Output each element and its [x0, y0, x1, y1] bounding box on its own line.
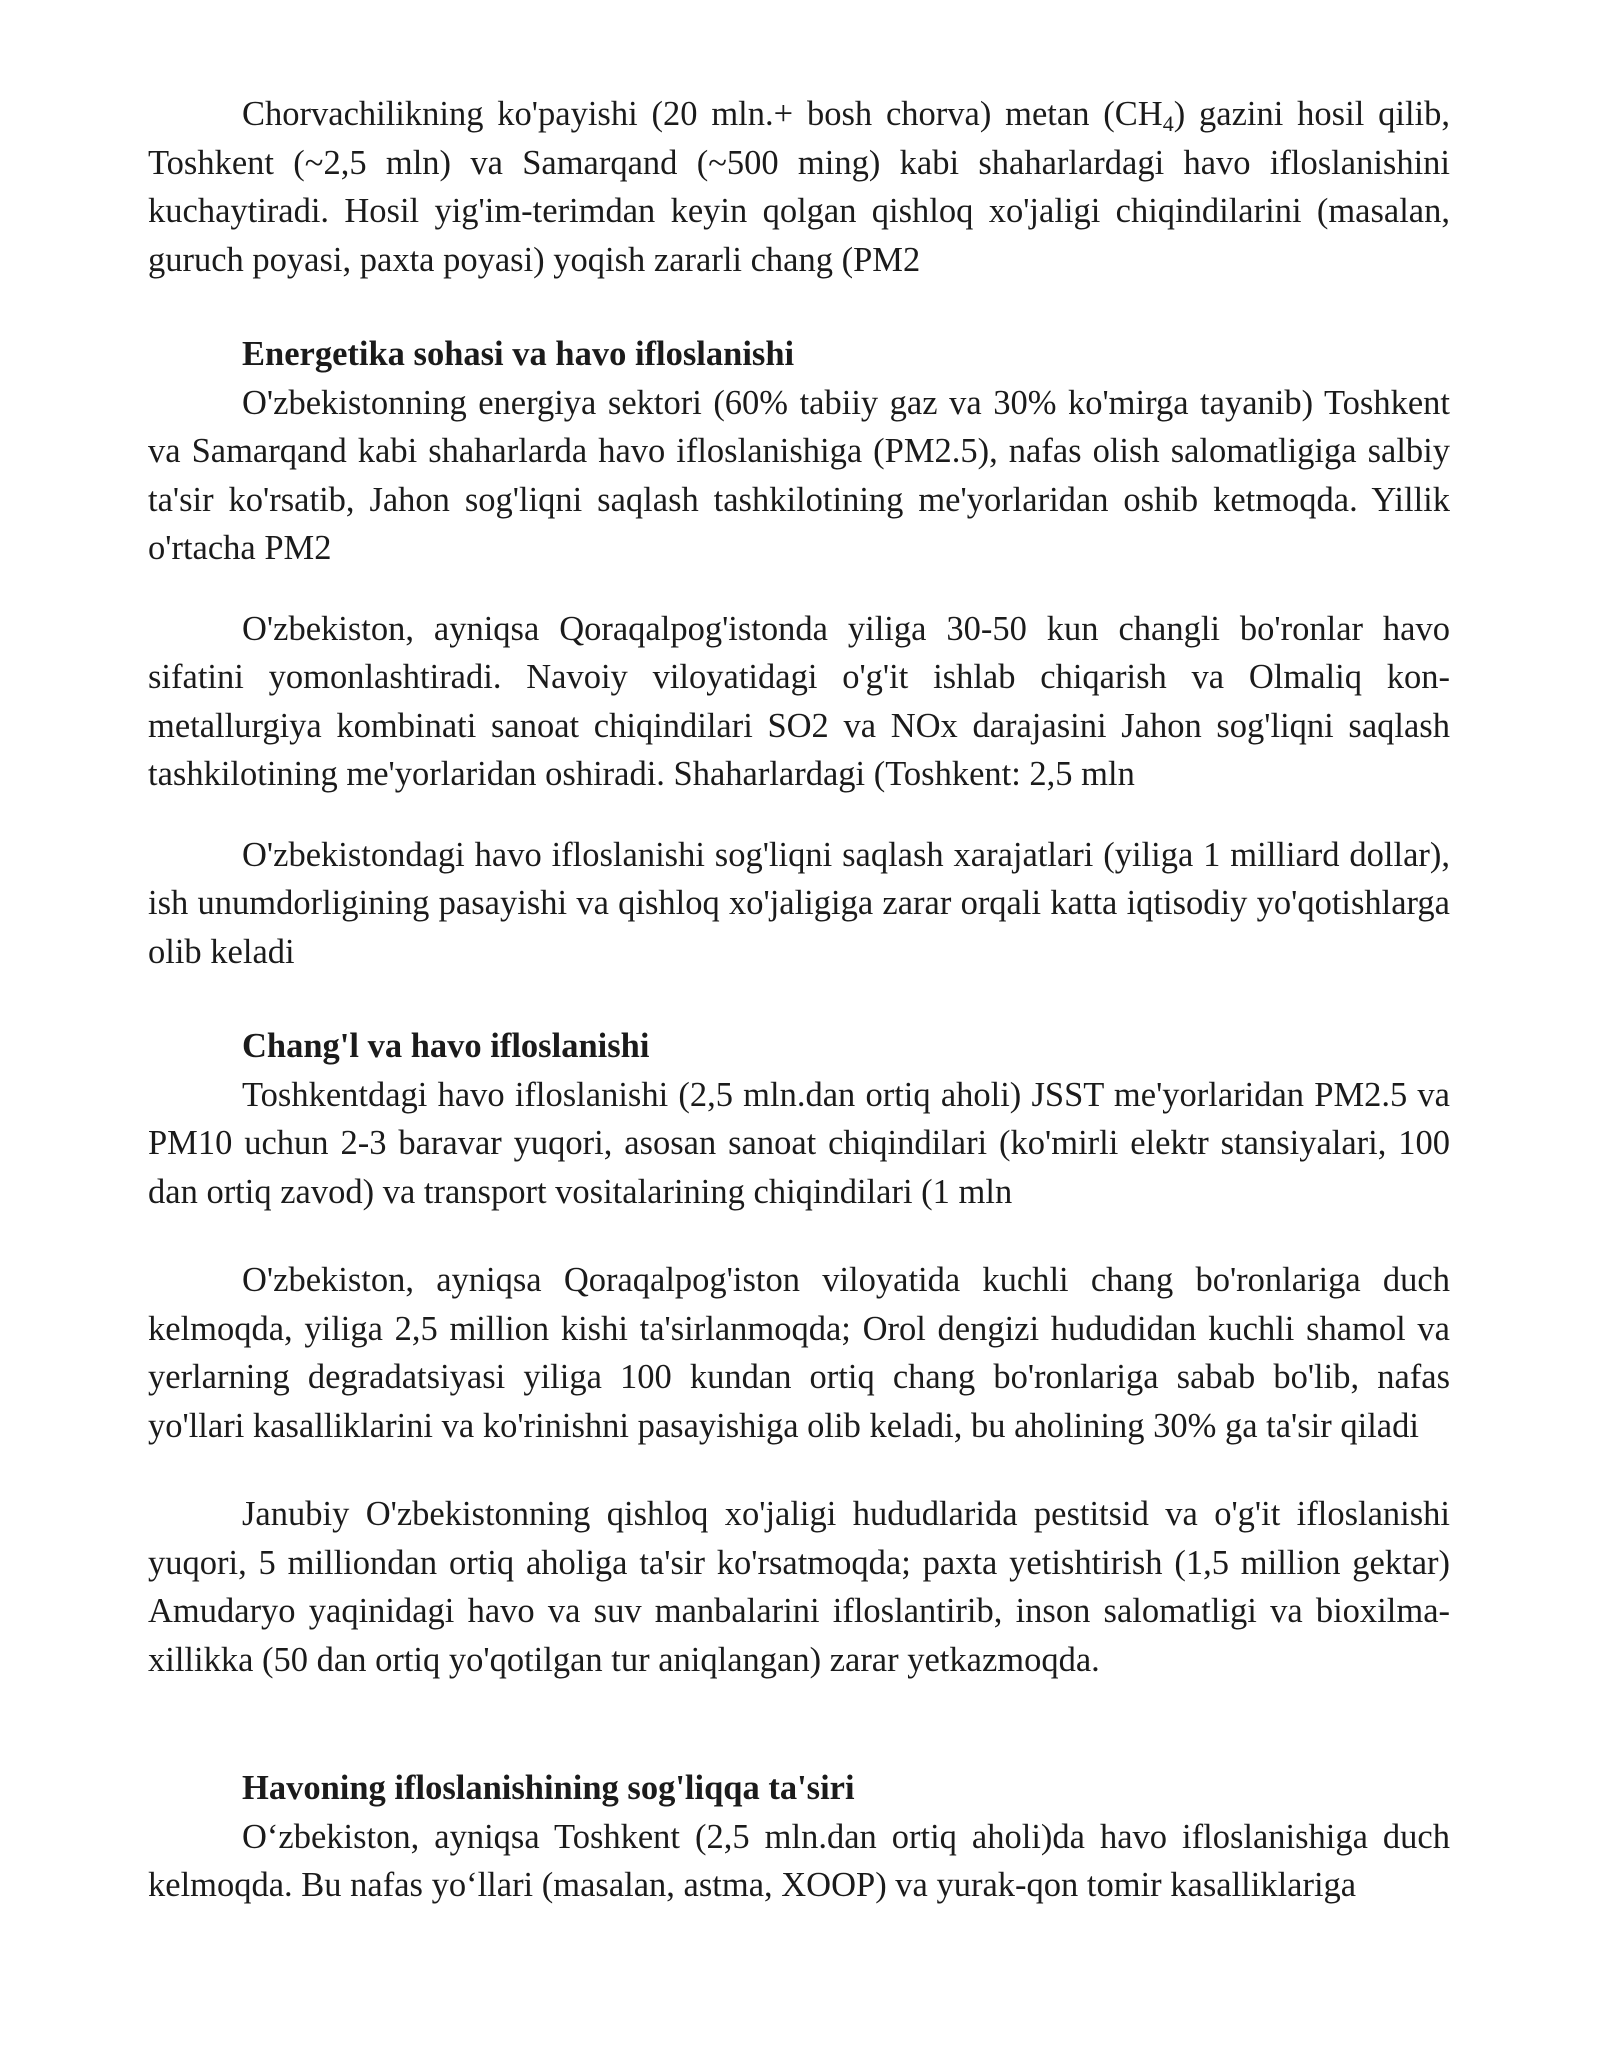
- heading-energy: Energetika sohasi va havo ifloslanishi: [242, 335, 795, 373]
- livestock-text-a: Chorvachilikning ko'payishi (20 mln.+ bosh chorva) metan (CH: [242, 95, 1163, 133]
- paragraph-tashkent-pollution: Toshkentdagi havo ifloslanishi (2,5 mln.dan ortiq aholi) JSST me'yorlaridan PM2.5 va PM10 uchun 2-3 baravar yuqori, asosan sanoat chiqindilari (ko'mirli elektr stansiyalari, 100 dan ortiq zavod) va transport vositalarining chiqindilari (1 mln: [148, 1075, 1450, 1211]
- heading-dust: Chang'l va havo ifloslanishi: [242, 1027, 650, 1065]
- paragraph-economic-cost: O'zbekistondagi havo ifloslanishi sog'liqni saqlash xarajatlari (yiliga 1 milliard dollar), ish unumdorligining pasayishi va qishloq xo'jaligiga zarar orqali katta iqtisodiy yo'qotishlarga olib keladi: [148, 835, 1450, 971]
- paragraph-health: O‘zbekiston, ayniqsa Toshkent (2,5 mln.dan ortiq aholi)da havo ifloslanishiga duch kelmoqda. Bu nafas yo‘llari (masalan, astma, XOOP) va yurak-qon tomir kasalliklariga: [148, 1817, 1450, 1904]
- paragraph-dust-storms: O'zbekiston, ayniqsa Qoraqalpog'iston viloyatida kuchli chang bo'ronlariga duch kelmoqda, yiliga 2,5 million kishi ta'sirlanmoqda; Orol dengizi hududidan kuchli shamol va yerlarning degradatsiyasi yiliga 100 kundan ortiq chang bo'ronlariga sabab bo'lib, nafas yo'llari kasalliklarini va ko'rinishni pasayishiga olib keladi, bu aholining 30% ga ta'sir qiladi: [148, 1261, 1450, 1445]
- paragraph-dust-storms-karakalpakstan: O'zbekiston, ayniqsa Qoraqalpog'istonda yiliga 30-50 kun changli bo'ronlar havo sifatini yomonlashtiradi. Navoiy viloyatidagi o'g'it ishlab chiqarish va Olmaliq kon-metallurgiya kombinati sanoat chiqindilari SO2 va NOx darajasini Jahon sog'liqni saqlash tashkilotining me'yorlaridan oshiradi. Shaharlardagi (Toshkent: 2,5 mln: [148, 609, 1450, 793]
- heading-health: Havoning ifloslanishining sog'liqqa ta'siri: [242, 1769, 855, 1807]
- livestock-text-b: ) gazini hosil qilib, Toshkent (~2,5 mln) va Samarqand (~500 ming) kabi shaharlardagi havo ifloslanishini kuchaytiradi. Hosil yig'im-terimdan keyin qolgan qishloq xo'jaligi chiqindilarini (masalan, guruch poyasi, paxta poyasi) yoqish zararli chang (PM2: [148, 95, 1451, 279]
- paragraph-southern-agriculture: Janubiy O'zbekistonning qishloq xo'jaligi hududlarida pestitsid va o'g'it ifloslanishi yuqori, 5 milliondan ortiq aholiga ta'sir ko'rsatmoqda; paxta yetishtirish (1,5 million gektar) Amudaryo yaqinidagi havo va suv manbalarini ifloslantirib, inson salomatligi va bioxilma-xillikka (50 dan ortiq yo'qotilgan tur aniqlangan) zarar yetkazmoqda.: [148, 1495, 1450, 1679]
- methane-subscript: 4: [1162, 111, 1174, 136]
- paragraph-livestock: [148, 90, 1450, 284]
- paragraph-energy: O'zbekistonning energiya sektori (60% tabiiy gaz va 30% ko'mirga tayanib) Toshkent va Samarqand kabi shaharlarda havo ifloslanishiga (PM2.5), nafas olish salomatligiga salbiy ta'sir ko'rsatib, Jahon sog'liqni saqlash tashkilotining me'yorlaridan oshib ketmoqda. Yillik o'rtacha PM2: [148, 383, 1450, 567]
- document-page: [148, 90, 1450, 1910]
